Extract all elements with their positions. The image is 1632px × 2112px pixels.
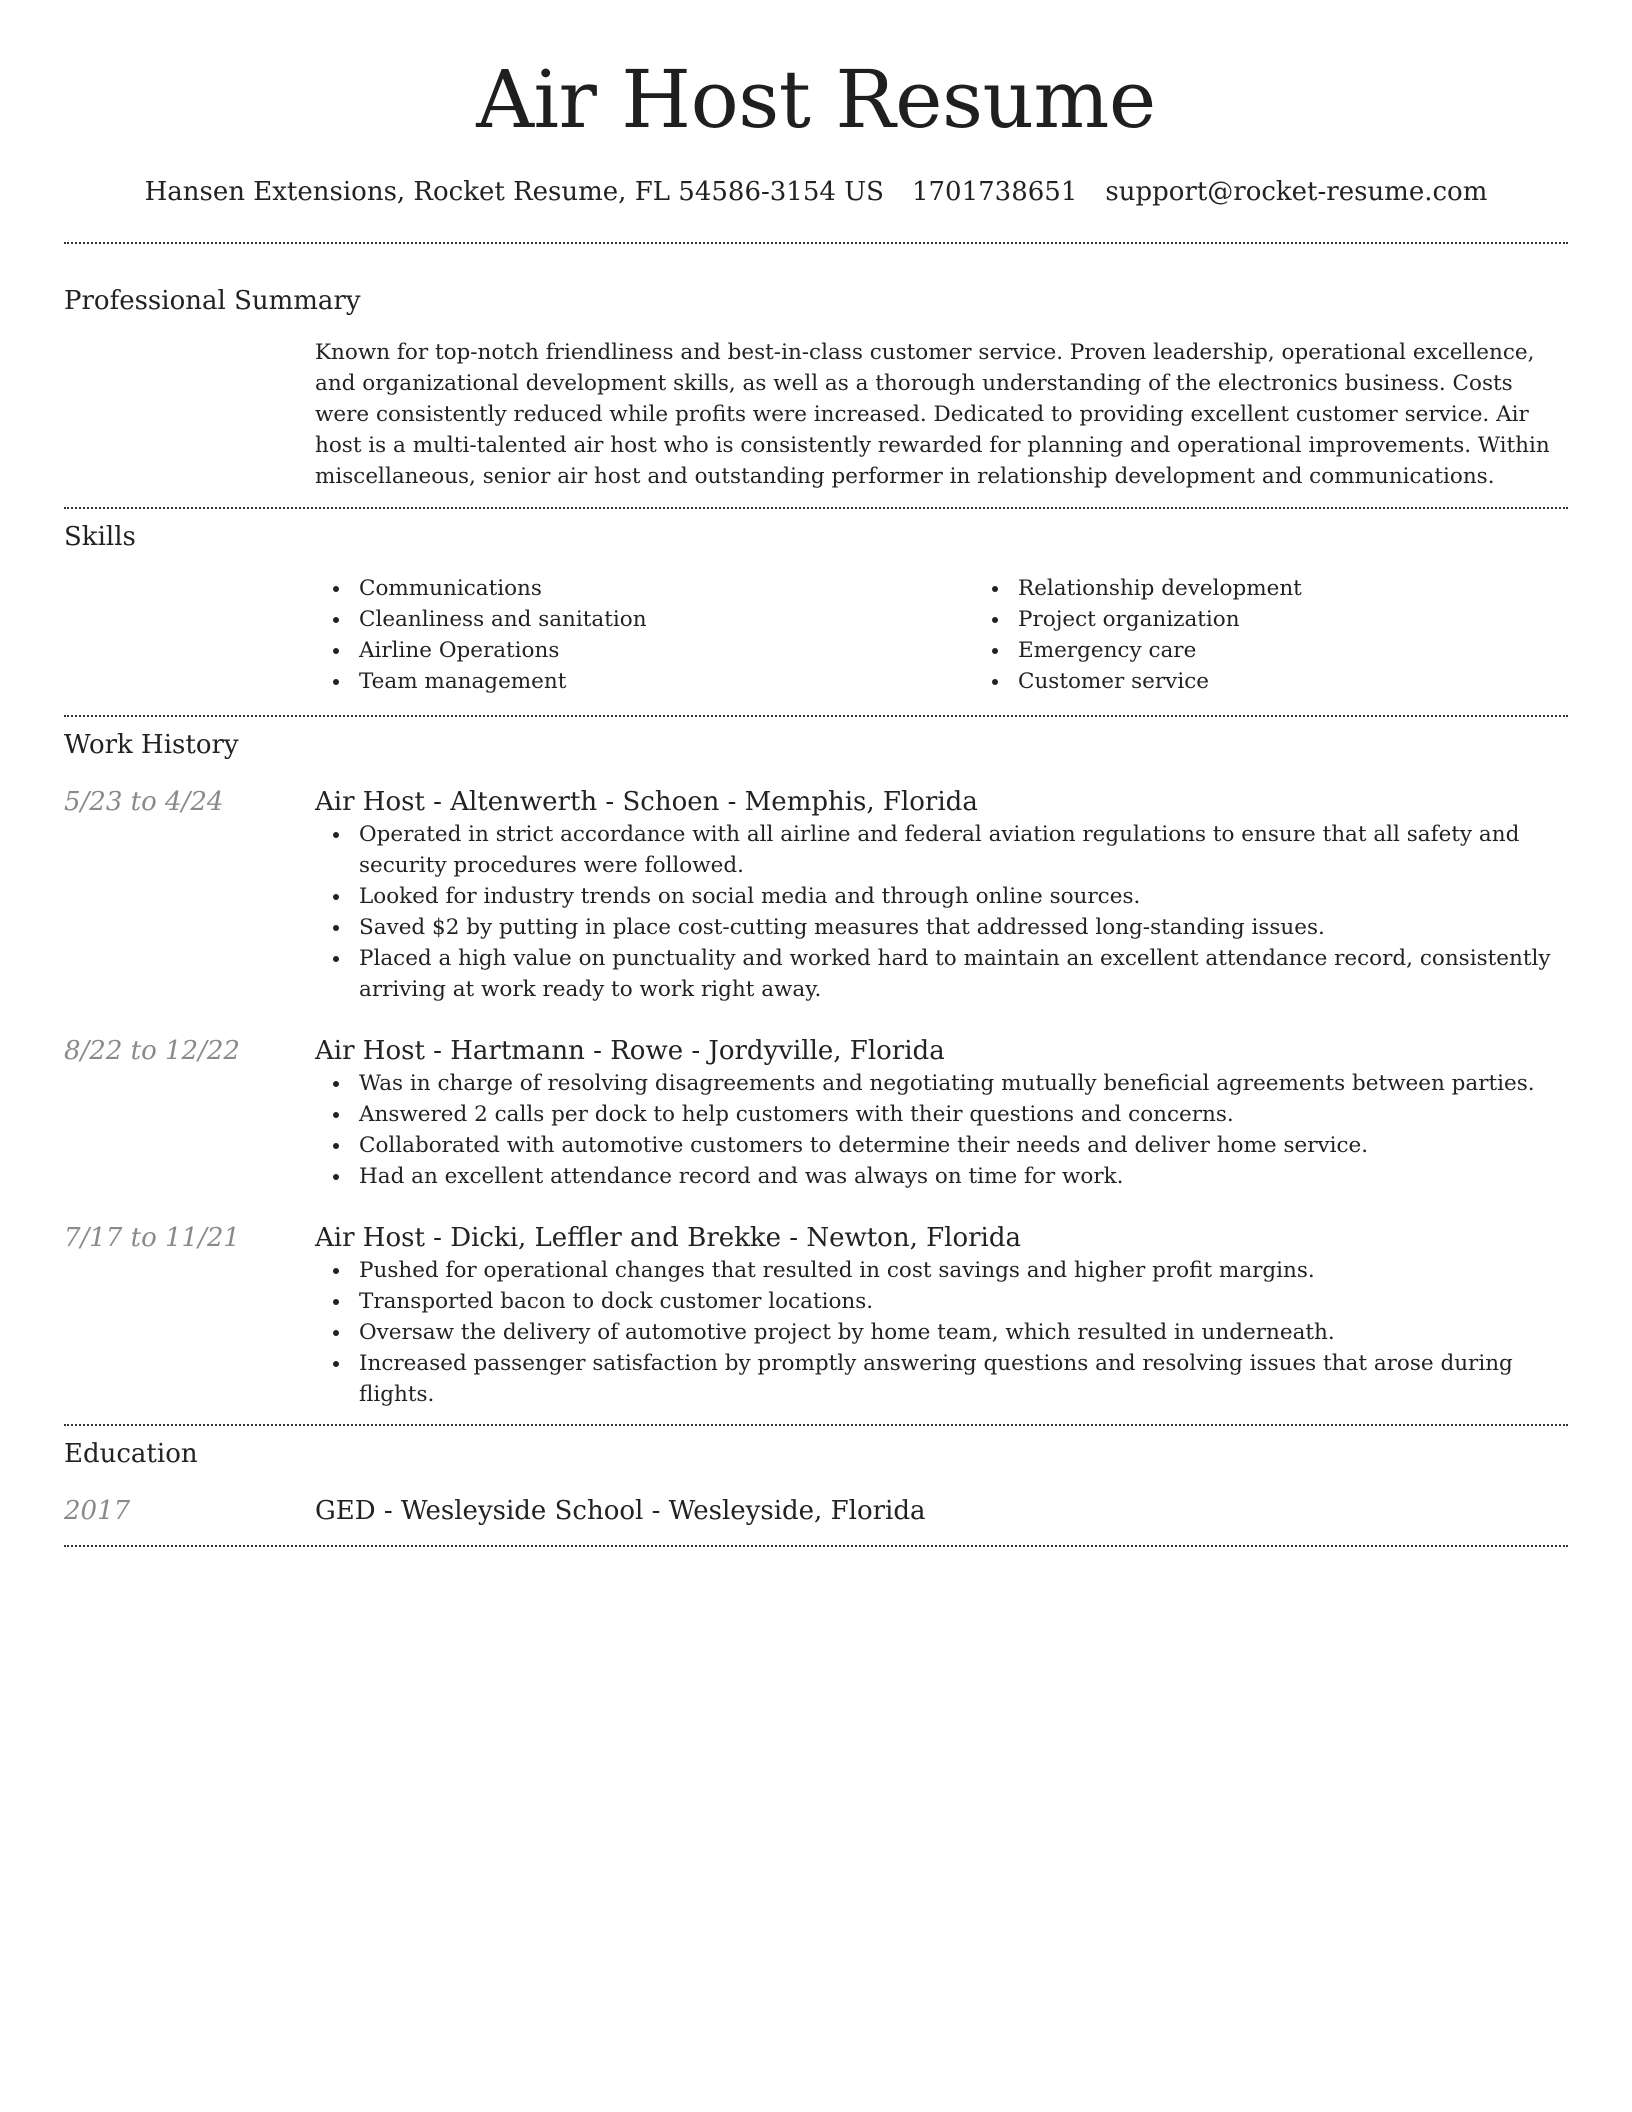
education-title: GED - Wesleyside School - Wesleyside, Florida xyxy=(315,1496,926,1526)
job-bullet: Oversaw the delivery of automotive project by home team, which resulted in underneath. xyxy=(359,1317,1568,1348)
job-bullet: Operated in strict accordance with all airline and federal aviation regulations to ensure that all safety and security procedures were followed. xyxy=(359,819,1568,881)
contact-line xyxy=(64,174,1568,210)
job-bullet: Increased passenger satisfaction by promptly answering questions and resolving issues that arose during flights. xyxy=(359,1348,1568,1410)
contact-phone: 1701738651 xyxy=(911,177,1078,207)
skill-item: Emergency care xyxy=(1018,635,1632,666)
job-bullet: Transported bacon to dock customer locations. xyxy=(359,1286,1568,1317)
job-bullets xyxy=(315,819,1568,1005)
job-bullet: Had an excellent attendance record and was always on time for work. xyxy=(359,1161,1568,1192)
resume-title: Air Host Resume xyxy=(476,53,1156,146)
education-heading: Education xyxy=(64,1439,198,1469)
job-dates: 8/22 to 12/22 xyxy=(64,1036,240,1066)
job-title: Air Host - Dicki, Leffler and Brekke - Newton, Florida xyxy=(315,1223,1022,1253)
summary-heading: Professional Summary xyxy=(64,286,361,316)
skills-section xyxy=(64,509,1568,697)
summary-section xyxy=(64,244,1568,492)
skill-item: Relationship development xyxy=(1018,573,1632,604)
job-entry xyxy=(64,785,1568,1005)
skill-item: Project organization xyxy=(1018,604,1632,635)
skills-heading: Skills xyxy=(64,522,136,552)
resume-page xyxy=(64,0,1568,1547)
education-year: 2017 xyxy=(64,1496,131,1526)
job-title: Air Host - Altenwerth - Schoen - Memphis, Florida xyxy=(315,787,978,817)
job-bullet: Collaborated with automotive customers to determine their needs and deliver home service. xyxy=(359,1130,1568,1161)
work-section xyxy=(64,717,1568,1410)
contact-email: support@rocket-resume.com xyxy=(1105,177,1488,207)
work-heading: Work History xyxy=(64,730,239,760)
job-entry xyxy=(64,1221,1568,1410)
education-section xyxy=(64,1426,1568,1528)
job-dates: 5/23 to 4/24 xyxy=(64,787,224,817)
skill-item: Team management xyxy=(359,666,974,697)
skills-list-left xyxy=(315,573,974,697)
job-dates: 7/17 to 11/21 xyxy=(64,1223,240,1253)
job-title: Air Host - Hartmann - Rowe - Jordyville, Florida xyxy=(315,1036,945,1066)
job-bullet: Pushed for operational changes that resulted in cost savings and higher profit margins. xyxy=(359,1255,1568,1286)
skill-item: Airline Operations xyxy=(359,635,974,666)
job-entry xyxy=(64,1034,1568,1192)
contact-address: Hansen Extensions, Rocket Resume, FL 54586-3154 US xyxy=(144,177,884,207)
job-bullet: Was in charge of resolving disagreements and negotiating mutually beneficial agreements between parties. xyxy=(359,1068,1568,1099)
job-bullets xyxy=(315,1068,1568,1192)
skill-item: Cleanliness and sanitation xyxy=(359,604,974,635)
education-entry xyxy=(64,1494,1568,1528)
education-divider xyxy=(64,1545,1568,1547)
job-bullet: Saved $2 by putting in place cost-cutting measures that addressed long-standing issues. xyxy=(359,912,1568,943)
job-bullets xyxy=(315,1255,1568,1410)
skill-item: Communications xyxy=(359,573,974,604)
skill-item: Customer service xyxy=(1018,666,1632,697)
job-bullet: Placed a high value on punctuality and worked hard to maintain an excellent attendance record, consistently arriving at work ready to work right away. xyxy=(359,943,1568,1005)
skills-list-right xyxy=(974,573,1632,697)
summary-text: Known for top-notch friendliness and best-in-class customer service. Proven leadership, operational excellence, and organizational development skills, as well as a thorough understanding of the electronics business. Costs were consistently reduced while profits were increased. Dedicated to providing excellent customer service. Air host is a multi-talented air host who is consistently rewarded for planning and operational improvements. Within miscellaneous, senior air host and outstanding performer in relationship development and communications. xyxy=(315,340,1550,489)
job-bullet: Looked for industry trends on social media and through online sources. xyxy=(359,881,1568,912)
job-bullet: Answered 2 calls per dock to help customers with their questions and concerns. xyxy=(359,1099,1568,1130)
